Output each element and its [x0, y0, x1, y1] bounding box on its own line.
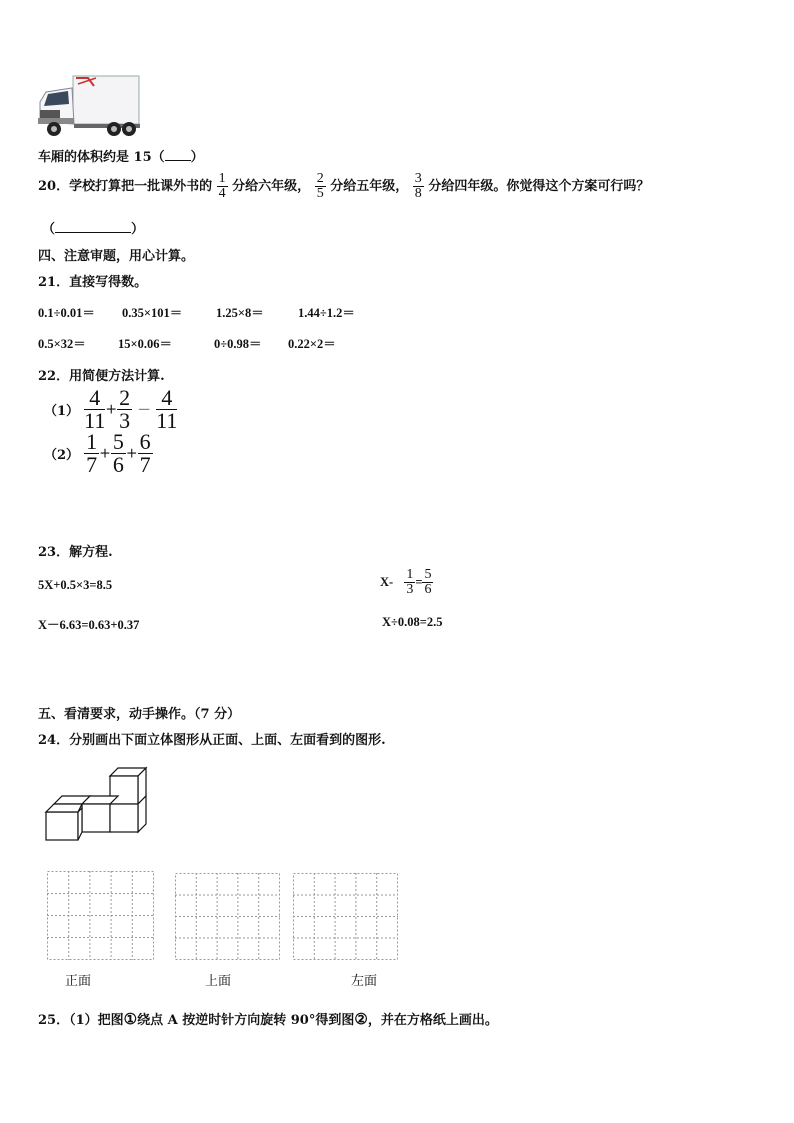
grid-left-view[interactable] — [293, 873, 399, 961]
q21-item: 0.35×101＝ — [122, 306, 183, 320]
q22-title: 22．用简便方法计算. — [38, 369, 165, 384]
section-4-heading: 四、注意审题，用心计算。 — [38, 249, 195, 264]
q21-item: 0÷0.98＝ — [214, 337, 262, 351]
cube-stack-figure — [42, 764, 152, 844]
equation-4: X÷0.08=2.5 — [382, 615, 443, 629]
q21-item: 15×0.06＝ — [118, 337, 172, 351]
q21-item: 0.1÷0.01＝ — [38, 306, 95, 320]
q19-answer-blank[interactable] — [165, 148, 191, 161]
q19-close-paren: ） — [190, 150, 204, 165]
q20-mid1: 分给六年级， — [232, 179, 311, 194]
truck-illustration — [36, 72, 142, 138]
q21-title: 21．直接写得数。 — [38, 275, 148, 290]
grid-top-view[interactable] — [175, 873, 281, 961]
equation-1: 5X+0.5×3=8.5 — [38, 578, 113, 592]
equation-3: X－6.63=0.63+0.37 — [38, 618, 140, 632]
section-5-heading: 五、看清要求，动手操作。（7 分） — [38, 707, 241, 722]
q19-text: 车厢的体积约是 15（ — [38, 150, 165, 165]
fraction-5-6: $\frac{5}{6}$ — [112, 429, 124, 477]
question-25: 25．（1）把图①绕点 A 按逆时针方向旋转 90°得到图②，并在方格纸上画出。 — [38, 1010, 498, 1028]
q22-part1: （1） $\frac{4}{11}$ + $\frac{2}{3}$ － $\frac{4}{11}$ — [44, 385, 178, 433]
fraction-4-11: $\frac{4}{11}$ — [156, 385, 178, 433]
fraction-2-5: $\frac{2}{5}$ — [316, 171, 324, 201]
fraction-1-3: $\frac{1}{3}$ — [406, 567, 414, 597]
grid-front-view[interactable] — [47, 871, 155, 961]
q20-answer-blank[interactable] — [55, 220, 131, 233]
fraction-5-6: $\frac{5}{6}$ — [424, 567, 432, 597]
q19-answer-line — [38, 146, 204, 165]
fraction-2-3: $\frac{2}{3}$ — [119, 385, 131, 433]
q21-item: 0.22×2＝ — [288, 337, 336, 351]
fraction-6-7: $\frac{6}{7}$ — [139, 429, 151, 477]
fraction-1-7: $\frac{1}{7}$ — [86, 429, 98, 477]
question-20 — [38, 172, 649, 201]
q21-item: 1.25×8＝ — [216, 306, 264, 320]
label-front-view: 正面 — [65, 974, 92, 989]
label-top-view: 上面 — [205, 974, 232, 989]
q20-suffix: 分给四年级。你觉得这个方案可行吗？ — [428, 179, 650, 194]
q23-title: 23．解方程. — [38, 545, 113, 560]
q20-mid2: 分给五年级， — [330, 179, 409, 194]
label-left-view: 左面 — [351, 974, 378, 989]
q24-title: 24．分别画出下面立体图形从正面、上面、左面看到的图形. — [38, 733, 386, 748]
q21-item: 1.44÷1.2＝ — [298, 306, 355, 320]
fraction-3-8: $\frac{3}{8}$ — [414, 171, 422, 201]
q22-part2: （2） $\frac{1}{7}$ + $\frac{5}{6}$ + $\frac{6}{7}$ — [44, 429, 151, 477]
q20-answer-line: （ ） — [42, 222, 145, 237]
q21-item: 0.5×32＝ — [38, 337, 86, 351]
q20-prefix: 20．学校打算把一批课外书的 — [38, 179, 213, 194]
equation-2: X- $\frac{1}{3}$ = $\frac{5}{6}$ — [380, 567, 432, 597]
fraction-1-4: $\frac{1}{4}$ — [218, 171, 226, 201]
fraction-4-11: $\frac{4}{11}$ — [84, 385, 106, 433]
